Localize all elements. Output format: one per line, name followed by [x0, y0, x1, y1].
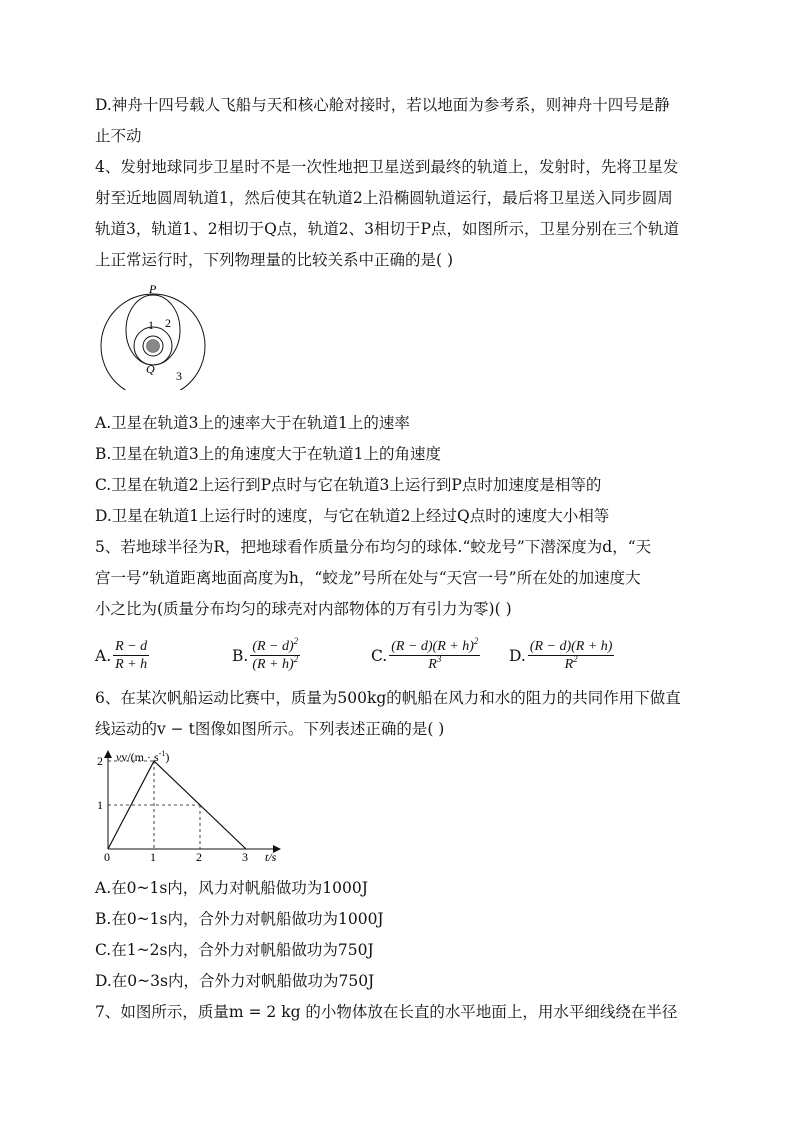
- label-q: Q: [146, 362, 155, 376]
- q5-option-c: C. $\frac{(R - d)(R + h)^2}{R^3}$: [371, 636, 479, 672]
- y-tick-label: 2: [97, 754, 103, 768]
- label-1: 1: [148, 318, 154, 332]
- q5-stem-line3: 小之比为(质量分布均匀的球壳对内部物体的万有引力为零)( ): [95, 600, 512, 618]
- q5-stem-line1: 5、若地球半径为R，把地球看作质量分布均匀的球体.“蛟龙号”下潜深度为d，“天: [95, 538, 652, 556]
- q5-option-a: A. $\frac{R - d}{R + h}$: [95, 639, 148, 672]
- q5-option-b: B. $\frac{(R - d)^2}{(R + h)^2}$: [232, 636, 299, 672]
- fraction: $\frac{R - d}{R + h}$: [115, 639, 148, 672]
- q3-option-d-line2: 止不动: [95, 127, 142, 145]
- orbit-diagram: [95, 280, 215, 390]
- label-p: P: [149, 282, 157, 296]
- q6-stem-line1: 6、在某次帆船运动比赛中，质量为500kg的帆船在风力和水的阻力的共同作用下做直: [95, 689, 681, 707]
- q4-stem-line2: 射至近地圆周轨道1，然后使其在轨道2上沿椭圆轨道运行，最后将卫星送入同步圆周: [95, 189, 673, 207]
- label-3: 3: [176, 369, 182, 383]
- fraction: $\frac{(R - d)(R + h)}{R^2}$: [529, 639, 613, 672]
- y-tick-label: 1: [97, 798, 103, 812]
- x-axis-label: t/s: [265, 850, 277, 864]
- q7-stem-line1: 7、如图所示，质量m = 2 kg 的小物体放在长直的水平地面上，用水平细线绕在半径: [95, 1003, 678, 1021]
- x-tick-label: 0: [104, 850, 110, 864]
- q4-option-b: B.卫星在轨道3上的角速度大于在轨道1上的角速度: [95, 445, 442, 463]
- q6-option-d: D.在0~3s内，合外力对帆船做功为750J: [95, 972, 375, 990]
- q6-stem-line2: 线运动的v − t图像如图所示。下列表述正确的是( ): [95, 720, 445, 738]
- q6-option-c: C.在1~2s内，合外力对帆船做功为750J: [95, 941, 374, 959]
- x-tick-label: 3: [242, 850, 248, 864]
- q3-option-d-line1: D.神舟十四号载人飞船与天和核心舱对接时，若以地面为参考系，则神舟十四号是静: [95, 96, 670, 114]
- q4-stem-line3: 轨道3，轨道1、2相切于Q点，轨道2、3相切于P点，如图所示，卫星分别在三个轨道: [95, 220, 679, 238]
- fraction: $\frac{(R - d)(R + h)^2}{R^3}$: [391, 636, 479, 672]
- q6-option-b: B.在0~1s内，合外力对帆船做功为1000J: [95, 910, 384, 928]
- q4-option-d: D.卫星在轨道1上运行时的速度，与它在轨道2上经过Q点时的速度大小相等: [95, 507, 610, 525]
- q4-option-a: A.卫星在轨道3上的速率大于在轨道1上的速率: [95, 414, 410, 432]
- q4-option-c: C.卫星在轨道2上运行到P点时与它在轨道3上运行到P点时加速度是相等的: [95, 476, 602, 494]
- label-2: 2: [165, 316, 171, 330]
- fraction: $\frac{(R - d)^2}{(R + h)^2}$: [252, 636, 299, 672]
- x-tick-label: 2: [196, 850, 202, 864]
- q6-option-a: A.在0~1s内，风力对帆船做功为1000J: [95, 879, 368, 897]
- q4-stem-line1: 4、发射地球同步卫星时不是一次性地把卫星送到最终的轨道上，发射时，先将卫星发: [95, 158, 679, 176]
- vt-graph: [95, 748, 295, 868]
- y-axis-label: $vv/(m \cdot s^{-1})$: [116, 749, 170, 764]
- x-tick-label: 1: [150, 850, 156, 864]
- earth-core: [147, 340, 160, 353]
- q5-stem-line2: 宫一号”轨道距离地面高度为h，“蛟龙”号所在处与“天宫一号”所在处的加速度大: [95, 569, 641, 587]
- q4-stem-line4: 上正常运行时，下列物理量的比较关系中正确的是( ): [95, 251, 454, 269]
- q5-option-d: D. $\frac{(R - d)(R + h)}{R^2}$: [509, 639, 613, 672]
